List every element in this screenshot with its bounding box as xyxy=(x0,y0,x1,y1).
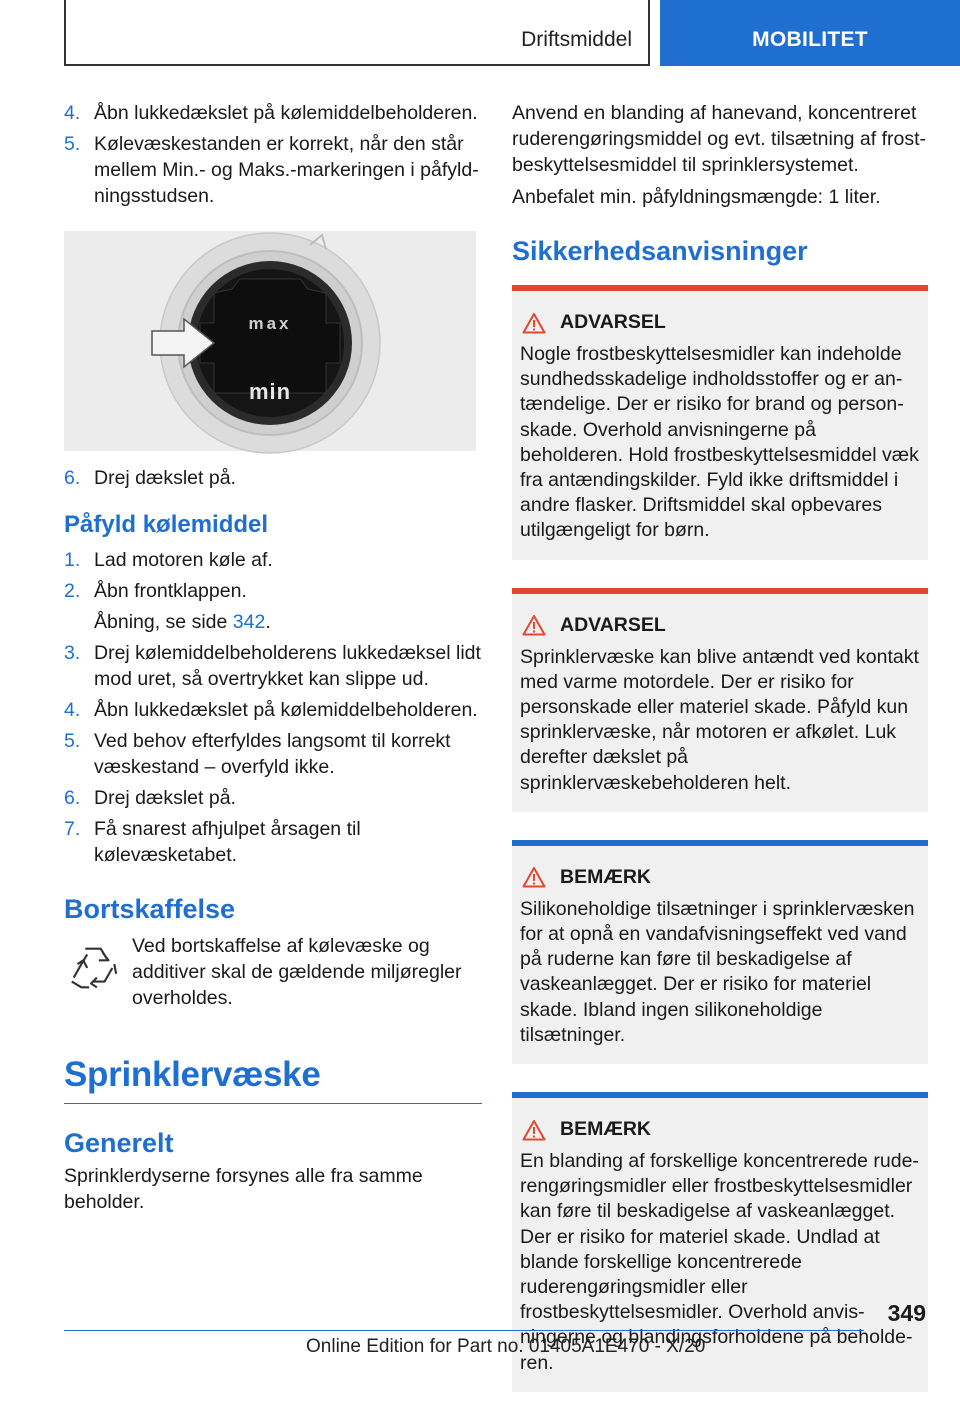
step-text: Kølevæskestanden er korrekt, når den står mellem Min.- og Maks.-markeringen i påfyldningsstudsen. xyxy=(94,133,479,207)
list-item xyxy=(64,578,482,635)
list-item xyxy=(64,785,482,811)
step-number: 6. xyxy=(64,467,81,489)
header-chapter-tab[interactable] xyxy=(660,0,960,66)
list-item xyxy=(64,640,482,692)
note-triangle-icon xyxy=(522,1119,546,1141)
general-heading: Generelt xyxy=(64,1128,174,1158)
section-title-block xyxy=(64,1055,482,1104)
refill-heading: Påfyld kølemiddel xyxy=(64,511,269,538)
disposal-heading: Bortskaffelse xyxy=(64,894,236,924)
right-column xyxy=(512,100,928,1420)
header-chapter-label: MOBILITET xyxy=(752,28,868,51)
note-triangle-icon xyxy=(522,866,546,888)
see-page-end: . xyxy=(265,611,271,633)
note-text: En blanding af forskellige koncentrerede ruderengøringsmidler eller frostbeskyttelsesmidler kan føre til beskadigelse af vaskeanlægget. Der er risiko for materiel skade. Undlad at blande forskellige koncentrerede ruderengøringsmidler eller frostbeskyttelsesmidler. Overhold anvisningerne og blandingsforholdene på beholderen. xyxy=(520,1150,919,1374)
disposal-text: Ved bortskaffelse af kølevæske og additiver skal de gældende miljøregler overholdes. xyxy=(132,935,462,1009)
step-text: Lad motoren køle af. xyxy=(94,549,273,571)
check-steps xyxy=(64,100,482,209)
list-item xyxy=(64,547,482,573)
header-section-box xyxy=(64,0,650,66)
header-section-title: Driftsmiddel xyxy=(521,28,632,51)
step-subtext xyxy=(94,609,482,635)
note-title-text: BEMÆRK xyxy=(560,865,651,888)
list-item xyxy=(64,816,482,868)
step-number: 4. xyxy=(64,699,81,721)
step-text: Få snarest afhjulpet årsagen til kølevæsketabet. xyxy=(94,818,361,866)
step-text: Drej dækslet på. xyxy=(94,787,236,809)
page-header xyxy=(64,0,960,66)
section-title: Sprinklervæske xyxy=(64,1055,321,1094)
step-number: 6. xyxy=(64,787,81,809)
footer-edition: Online Edition for Part no. 01405A1E470 - X/20 xyxy=(306,1336,706,1357)
page-number: 349 xyxy=(887,1300,926,1326)
footer-divider xyxy=(64,1330,864,1331)
warning-text: Nogle frostbeskyttelsesmidler kan indeholde sundhedsskadelige indholdsstoffer og er antændelige. Der er risiko for brand og personskade. Overhold anvisningerne på beholderen. Hold frostbeskyttelsesmiddel væk fra antændingskilder. Fyld ikke driftsmiddel i andre flasker. Driftsmiddel skal opbevares utilgængeligt for børn. xyxy=(520,343,919,542)
step-text: Drej dækslet på. xyxy=(94,467,236,489)
list-item xyxy=(64,131,482,209)
left-column xyxy=(64,100,482,1215)
step-number: 3. xyxy=(64,642,81,664)
warning-title-text: ADVARSEL xyxy=(560,613,666,636)
warning-triangle-icon xyxy=(522,312,546,334)
list-item xyxy=(64,728,482,780)
recycle-icon xyxy=(64,939,122,997)
warning-title-text: ADVARSEL xyxy=(560,311,666,333)
step-number: 7. xyxy=(64,818,81,840)
step-text: Åbn lukkedækslet på kølemiddelbeholderen. xyxy=(94,102,478,124)
step-number: 2. xyxy=(64,580,81,602)
warning-title xyxy=(520,311,920,334)
list-item xyxy=(64,465,482,491)
step-text: Drej kølemiddelbeholderens lukkedæksel lidt mod uret, så overtrykket kan slippe ud. xyxy=(94,642,481,690)
step-number: 4. xyxy=(64,102,81,124)
close-steps xyxy=(64,465,482,491)
step-text: Åbn lukkedækslet på kølemiddelbeholderen. xyxy=(94,699,478,721)
page-link[interactable]: 342 xyxy=(232,611,266,633)
disposal-block xyxy=(64,933,482,1011)
see-page-text: Åbning, se side xyxy=(94,611,233,633)
list-item xyxy=(64,697,482,723)
step-number: 1. xyxy=(64,549,81,571)
note-title xyxy=(520,866,920,889)
coolant-cap-figure xyxy=(64,231,476,451)
note-title-text: BEMÆRK xyxy=(560,1118,651,1141)
intro-paragraph: Anvend en blanding af hanevand, koncentreret ruderengøringsmiddel og evt. tilsætning af frostbeskyttelsesmiddel til sprinklersystemet. xyxy=(512,102,927,176)
fill-amount-paragraph: Anbefalet min. påfyldningsmængde: 1 liter. xyxy=(512,186,881,208)
step-number: 5. xyxy=(64,730,81,752)
step-text: Åbn frontklappen. xyxy=(94,580,247,602)
warning-text: Sprinklervæske kan blive antændt ved kontakt med varme motordele. Der er risiko for personskade eller materiel skade. Påfyld kun sprinklervæske, når motoren er afkølet. Luk derefter dækslet på sprinklervæskebeholderen helt. xyxy=(520,645,919,794)
warning-box xyxy=(512,588,928,812)
min-label: min xyxy=(248,379,292,404)
safety-heading: Sikkerhedsanvisninger xyxy=(512,236,808,266)
general-text: Sprinklerdyserne forsynes alle fra samme beholder. xyxy=(64,1165,423,1213)
note-title xyxy=(520,1118,920,1141)
note-box xyxy=(512,840,928,1064)
refill-steps xyxy=(64,547,482,868)
warning-title xyxy=(520,614,920,637)
note-text: Silikoneholdige tilsætninger i sprinklervæsken for at opnå en vandafvisningseffekt ved vand på ruderne kan føre til beskadigelse af vaskeanlægget. Der er risiko for materiel skade. Ibland ingen silikoneholdige tilsætninger. xyxy=(520,897,915,1046)
step-text: Ved behov efterfyldes langsomt til korrekt væskestand – overfyld ikke. xyxy=(94,730,451,778)
warning-triangle-icon xyxy=(522,614,546,636)
list-item xyxy=(64,100,482,126)
step-number: 5. xyxy=(64,133,81,155)
max-label: max xyxy=(248,314,292,333)
warning-box xyxy=(512,285,928,560)
